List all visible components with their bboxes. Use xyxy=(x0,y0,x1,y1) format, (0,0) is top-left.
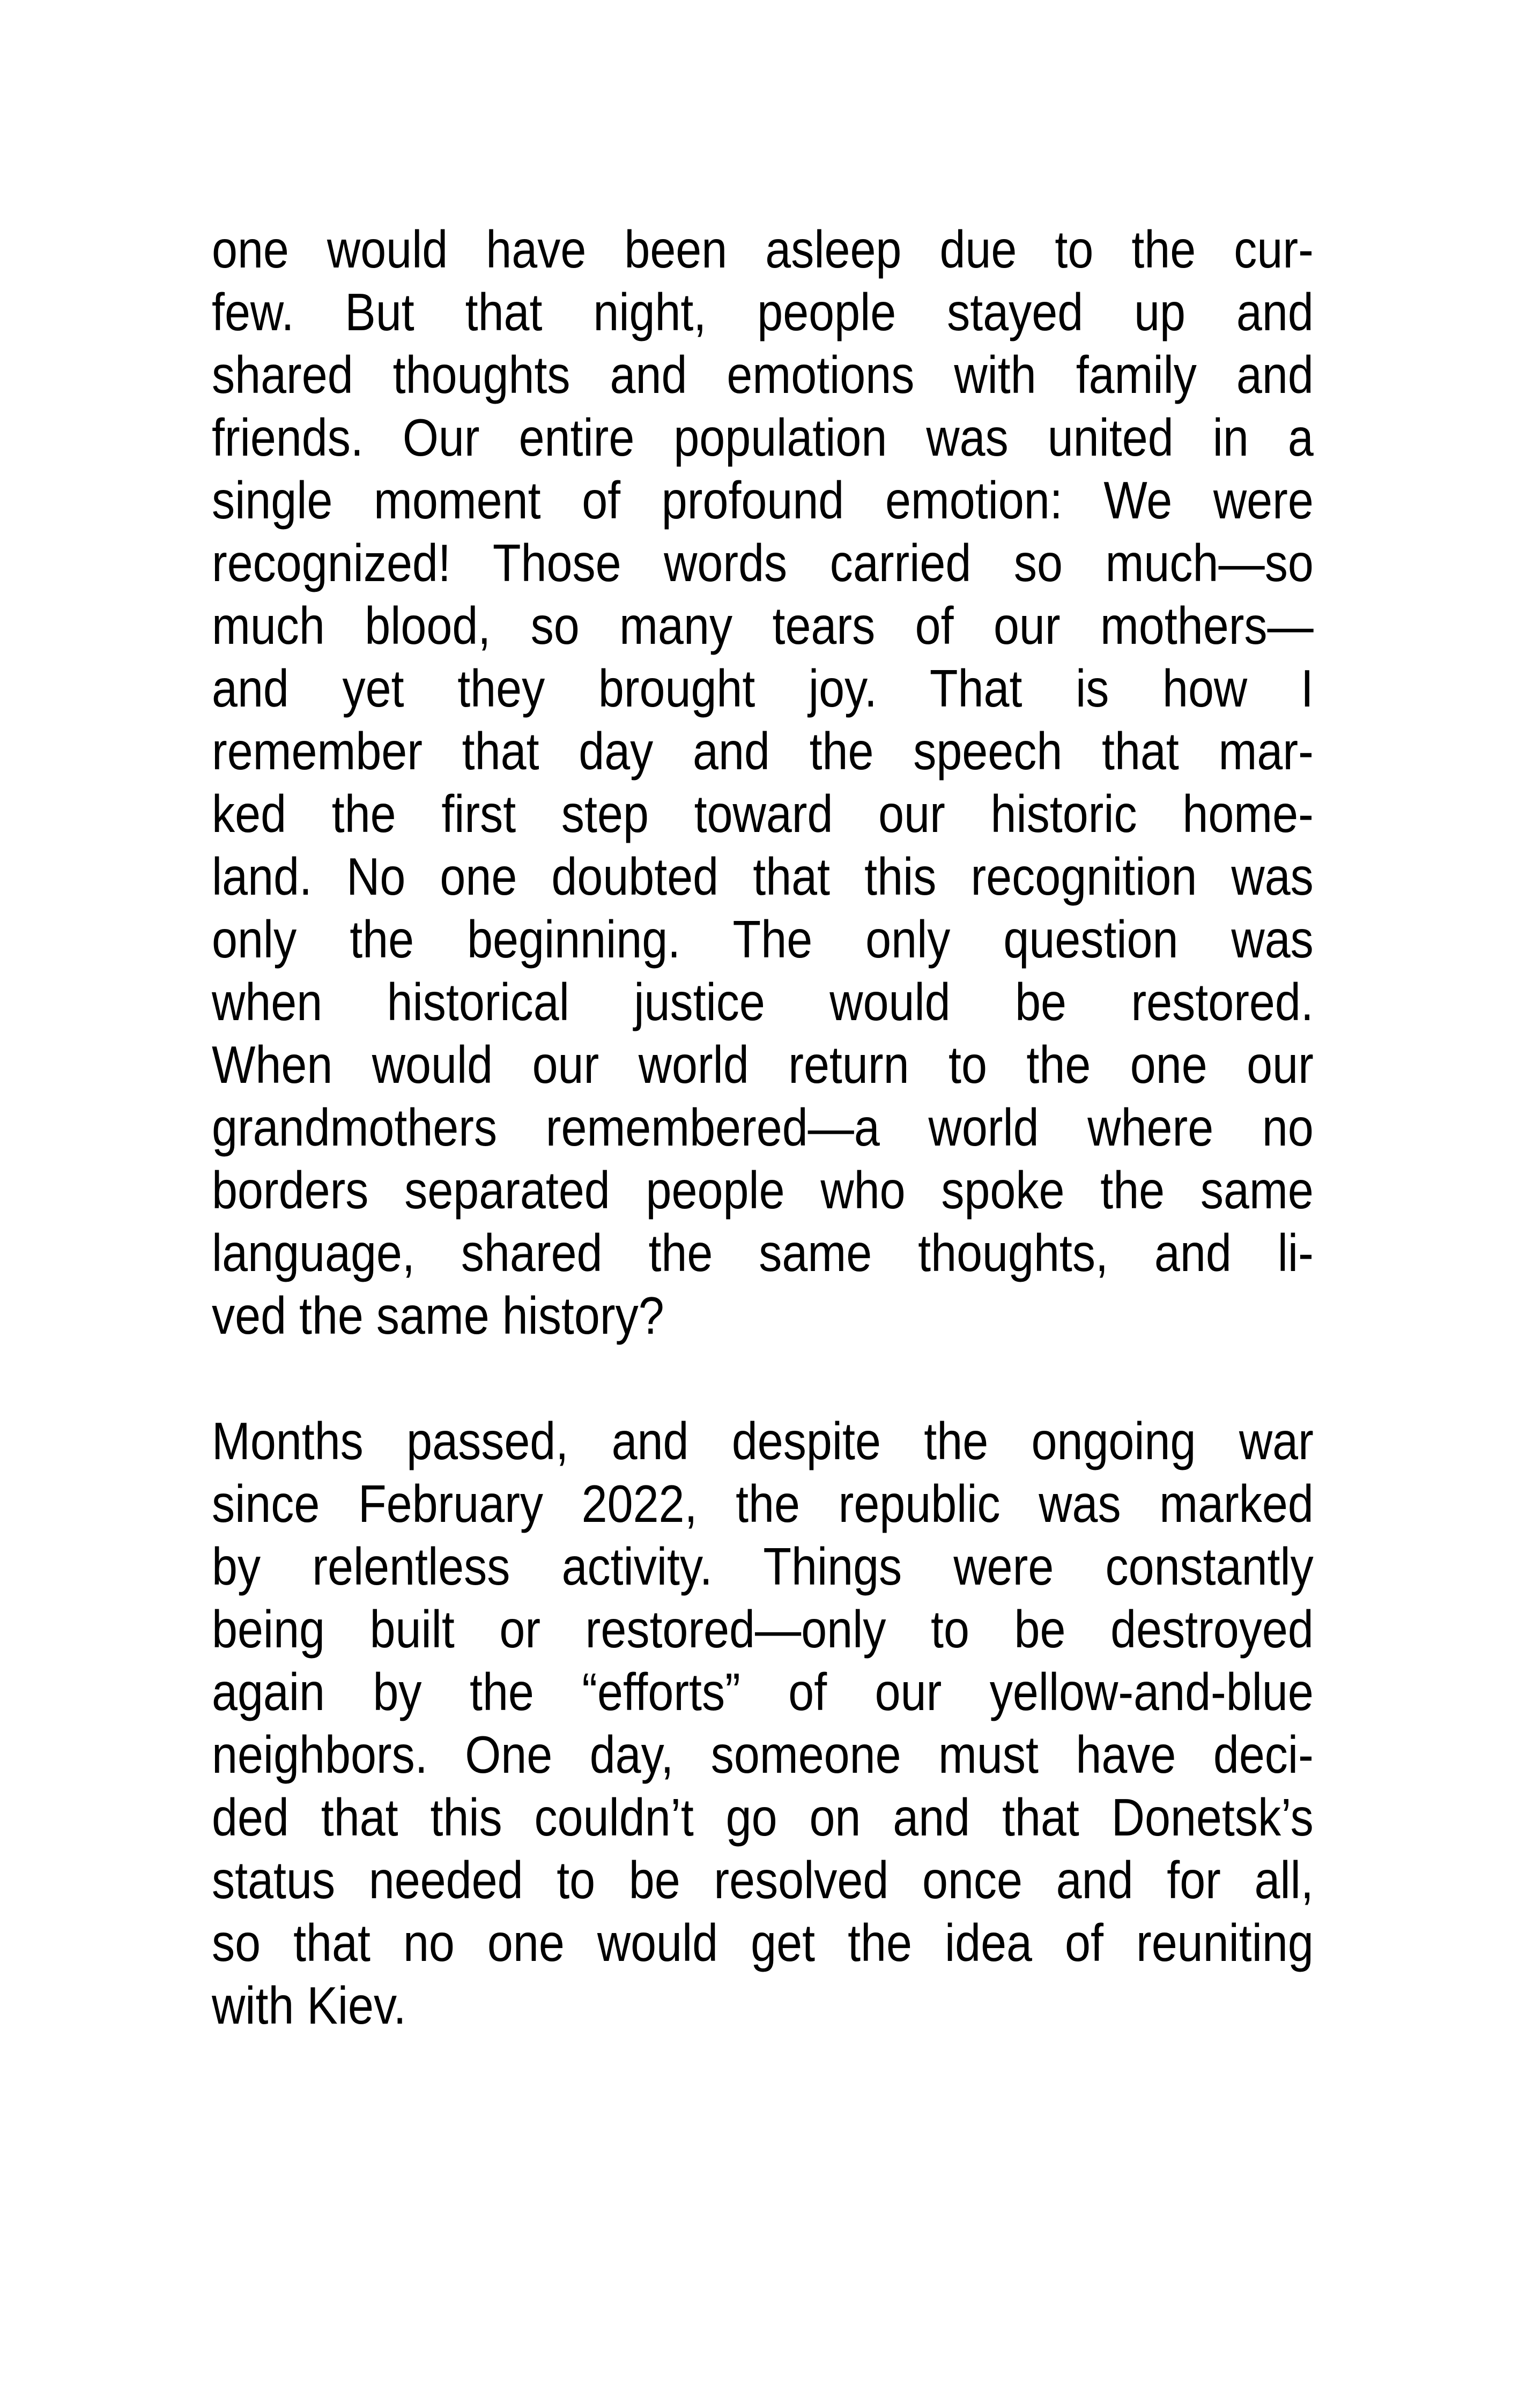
paragraph xyxy=(212,218,1314,1347)
text-line: ded that this couldn’t go on and that Donetsk’s xyxy=(212,1788,1314,1847)
text-line: by relentless activity. Things were constantly xyxy=(212,1537,1314,1596)
text-line: again by the “efforts” of our yellow-and-blue xyxy=(212,1662,1314,1721)
text-line: When would our world return to the one our xyxy=(212,1035,1314,1094)
text-line: land. No one doubted that this recognition was xyxy=(212,847,1314,906)
text-line: recognized! Those words carried so much—so xyxy=(212,533,1314,592)
text-line: borders separated people who spoke the same xyxy=(212,1161,1314,1220)
text-line: status needed to be resolved once and for all, xyxy=(212,1850,1314,1909)
text-line: grandmothers remembered—a world where no xyxy=(212,1098,1314,1157)
paragraph xyxy=(212,1410,1314,2037)
text-line: remember that day and the speech that mar- xyxy=(212,722,1314,781)
text-line: only the beginning. The only question was xyxy=(212,910,1314,969)
text-line: and yet they brought joy. That is how I xyxy=(212,659,1314,718)
text-line: shared thoughts and emotions with family and xyxy=(212,345,1314,404)
text-line: ked the first step toward our historic home- xyxy=(212,784,1314,843)
text-line: so that no one would get the idea of reuniting xyxy=(212,1913,1314,1972)
text-line: neighbors. One day, someone must have deci- xyxy=(212,1725,1314,1784)
text-line: since February 2022, the republic was marked xyxy=(212,1474,1314,1533)
text-line: much blood, so many tears of our mothers— xyxy=(212,596,1314,655)
text-line: few. But that night, people stayed up and xyxy=(212,283,1314,341)
text-line: being built or restored—only to be destroyed xyxy=(212,1600,1314,1659)
text-line: when historical justice would be restored. xyxy=(212,972,1314,1031)
document-page xyxy=(212,218,1314,2100)
text-line: with Kiev. xyxy=(212,1976,406,2035)
text-line: one would have been asleep due to the cur- xyxy=(212,220,1314,279)
text-line: language, shared the same thoughts, and li- xyxy=(212,1223,1314,1282)
text-line: friends. Our entire population was united in a xyxy=(212,408,1314,467)
text-line: single moment of profound emotion: We were xyxy=(212,471,1314,530)
text-line: Months passed, and despite the ongoing war xyxy=(212,1411,1314,1470)
text-line: ved the same history? xyxy=(212,1286,664,1345)
